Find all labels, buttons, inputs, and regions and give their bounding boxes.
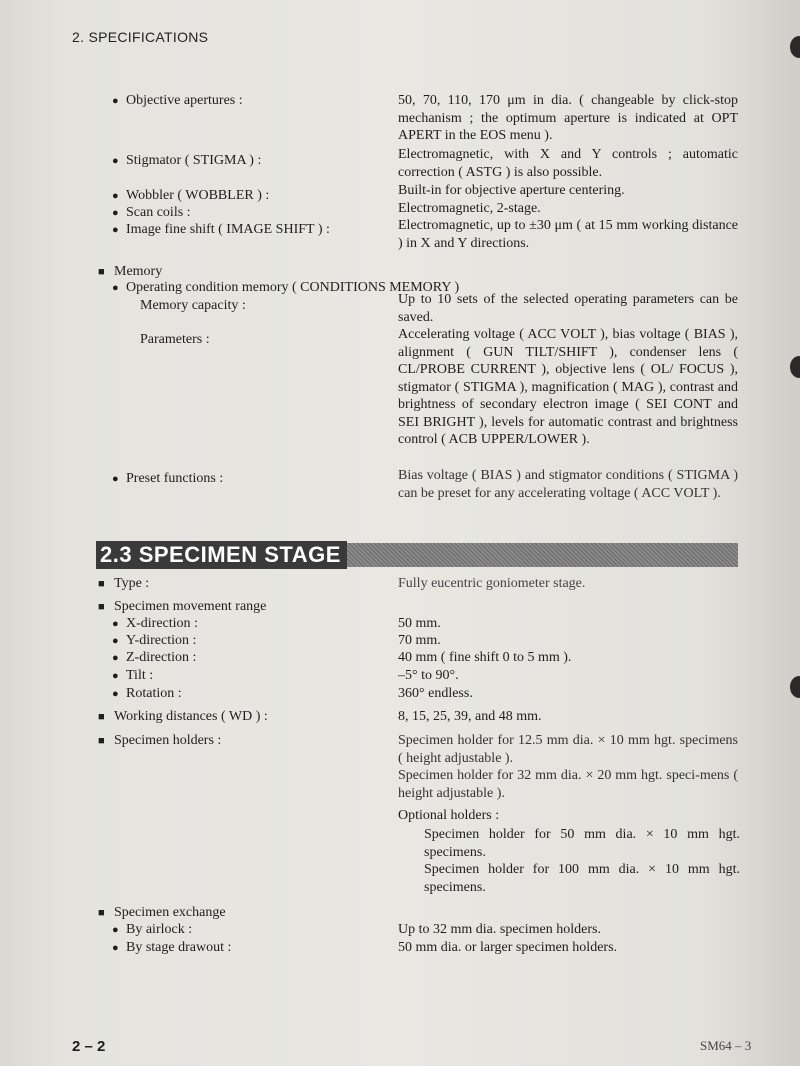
movement-label: Rotation : [126,686,182,701]
memory-capacity-label: Memory capacity : [140,298,246,313]
bullet-icon: ● [112,282,119,294]
bullet-icon: ● [112,652,119,664]
bullet-icon: ● [112,224,119,236]
bullet-icon: ● [112,942,119,954]
exchange-heading: Specimen exchange [114,905,226,920]
memory-parameters-label: Parameters : [140,332,210,347]
square-bullet-icon: ■ [98,601,105,613]
square-bullet-icon: ■ [98,735,105,747]
spec-label: Scan coils : [126,205,191,220]
section-title: 2.3 SPECIMEN STAGE [96,541,347,569]
binder-hole [790,676,800,698]
bullet-icon: ● [112,95,119,107]
memory-preset-value: Bias voltage ( BIAS ) and stigmator conditions ( STIGMA ) can be preset for any accelerating voltage ( ACC VOLT ). [398,468,738,501]
stage-type-label: Type : [114,576,150,591]
movement-value: 360° endless. [398,686,473,701]
spec-value: 50, 70, 110, 170 μm in dia. ( changeable by click-stop mechanism ; the optimum aperture is indicated at OPT APERT in the EOS menu ). [398,93,738,143]
exchange-label: By airlock : [126,922,193,937]
optional-holders-heading: Optional holders : [398,808,500,823]
memory-capacity-value: Up to 10 sets of the selected operating parameters can be saved. [398,292,738,325]
movement-value: 50 mm. [398,616,441,631]
binder-hole [790,36,800,58]
movement-value: 40 mm ( fine shift 0 to 5 mm ). [398,650,572,665]
binder-hole [790,356,800,378]
memory-parameters-value: Accelerating voltage ( ACC VOLT ), bias voltage ( BIAS ), alignment ( GUN TILT/SHIFT ), condenser lens ( CL/PROBE CURRENT ), objective lens ( OL/ FOCUS ), stigmator ( STIGMA ), magnification ( MAG ), contrast and brightness of secondary electron image ( SEI CONT and SEI BRIGHT ), levels for automatic contrast and brightness control ( ACB UPPER/LOWER ). [398,327,738,447]
page-number: 2 – 2 [72,1038,106,1055]
movement-label: Tilt : [126,668,154,683]
bullet-icon: ● [112,473,119,485]
spec-value: Electromagnetic, with X and Y controls ; automatic correction ( ASTG ) is also possible. [398,147,738,180]
spec-label: Image fine shift ( IMAGE SHIFT ) : [126,222,330,237]
bullet-icon: ● [112,618,119,630]
movement-label: Z-direction : [126,650,197,665]
bullet-icon: ● [112,924,119,936]
spec-value: Built-in for objective aperture centering. [398,183,625,198]
stage-movement-heading: Specimen movement range [114,599,267,614]
stage-holders-value1: Specimen holder for 12.5 mm dia. × 10 mm hgt. specimens ( height adjustable ). [398,733,738,766]
square-bullet-icon: ■ [98,907,105,919]
bullet-icon: ● [112,190,119,202]
exchange-value: 50 mm dia. or larger specimen holders. [398,940,618,955]
exchange-label: By stage drawout : [126,940,232,955]
spec-value: Electromagnetic, 2-stage. [398,201,541,216]
movement-value: –5° to 90°. [398,668,459,683]
square-bullet-icon: ■ [98,711,105,723]
spec-value: Electromagnetic, up to ±30 μm ( at 15 mm working distance ) in X and Y directions. [398,218,738,251]
movement-label: X-direction : [126,616,198,631]
square-bullet-icon: ■ [98,266,105,278]
memory-heading: Memory [114,264,163,279]
bullet-icon: ● [112,635,119,647]
stage-holders-value2: Specimen holder for 32 mm dia. × 20 mm hgt. speci-mens ( height adjustable ). [398,768,738,801]
document-code: SM64 – 3 [700,1038,752,1053]
exchange-value: Up to 32 mm dia. specimen holders. [398,922,601,937]
memory-preset-label: Preset functions : [126,471,224,486]
stage-type-value: Fully eucentric goniometer stage. [398,576,586,591]
optional-holder-2: Specimen holder for 100 mm dia. × 10 mm hgt. specimens. [424,862,740,895]
stage-holders-label: Specimen holders : [114,733,222,748]
spec-label: Wobbler ( WOBBLER ) : [126,188,270,203]
page-header: 2. SPECIFICATIONS [72,29,209,45]
spec-label: Stigmator ( STIGMA ) : [126,153,262,168]
bullet-icon: ● [112,670,119,682]
bullet-icon: ● [112,207,119,219]
movement-label: Y-direction : [126,633,197,648]
square-bullet-icon: ■ [98,578,105,590]
stage-wd-label: Working distances ( WD ) : [114,709,268,724]
memory-sub: Operating condition memory ( CONDITIONS MEMORY ) [126,280,460,295]
stage-wd-value: 8, 15, 25, 39, and 48 mm. [398,709,542,724]
spec-label: Objective apertures : [126,93,243,108]
bullet-icon: ● [112,688,119,700]
movement-value: 70 mm. [398,633,441,648]
bullet-icon: ● [112,155,119,167]
optional-holder-1: Specimen holder for 50 mm dia. × 10 mm hgt. specimens. [424,827,740,860]
